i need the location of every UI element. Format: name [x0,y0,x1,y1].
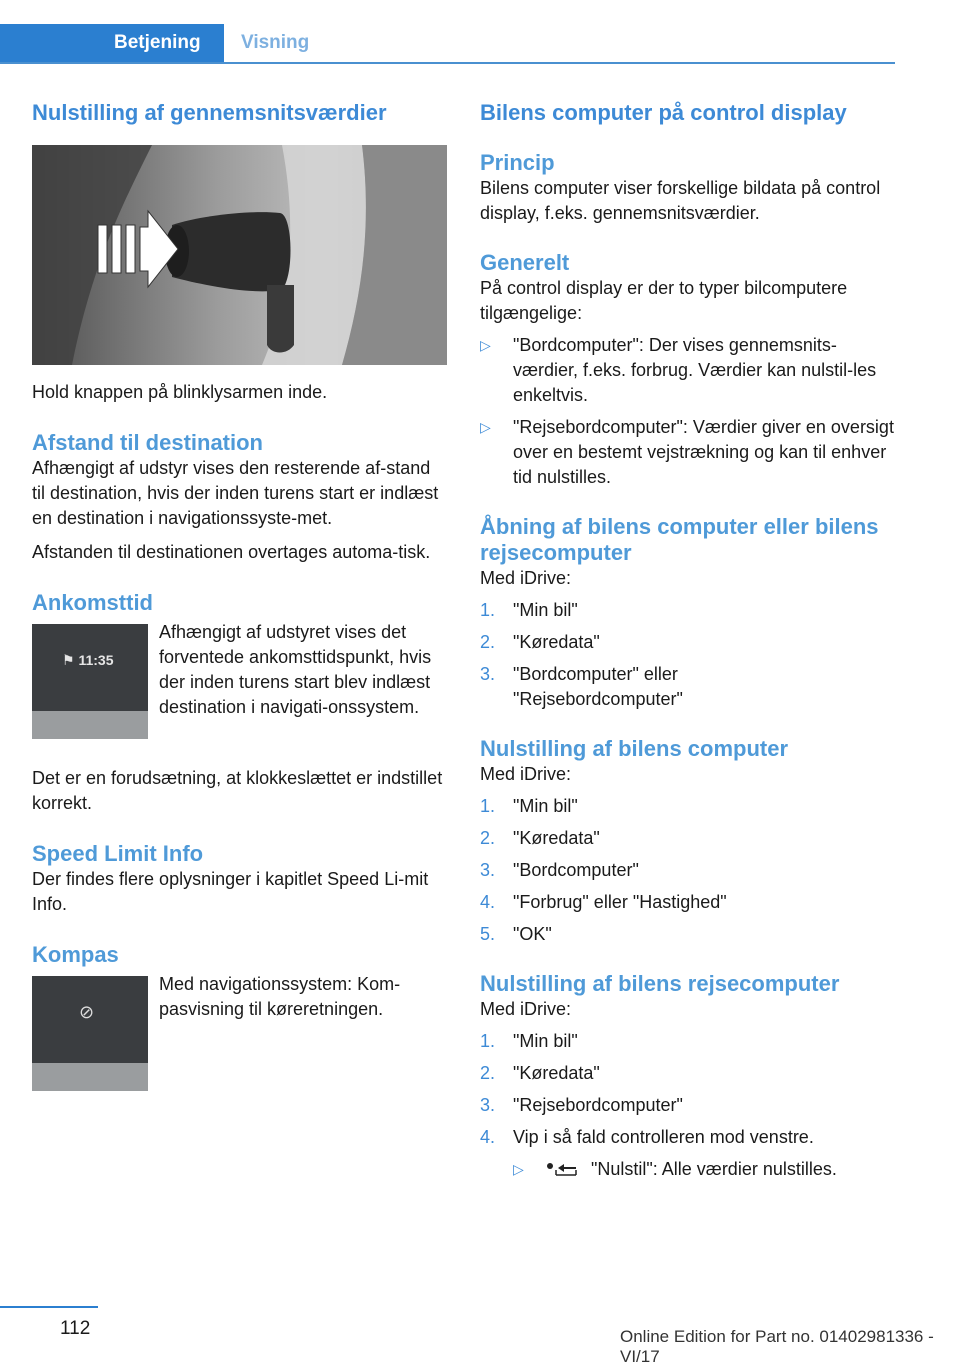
compass-text: Med navigationssystem: Kom-pasvisning til køreretningen. [159,974,401,1019]
reset-computer-steps [480,794,895,947]
compass-block [32,972,447,1097]
compass-display-thumb [32,976,148,1091]
triangle-bullet-icon: ▷ [513,1161,524,1177]
tab-betjening[interactable]: Betjening [0,24,224,62]
page-number: 112 [60,1318,91,1339]
stalk-button-figure [32,145,447,365]
principle-text: Bilens computer viser forskellige bildata på control display, f.eks. gennemsnitsværdier. [480,178,881,223]
arrival-block [32,620,447,772]
open-intro: Med iDrive: [480,568,572,588]
general-text: På control display er der to typer bilcomputere tilgængelige: [480,278,848,323]
list-item: 1. "Min bil" [480,796,578,816]
reset-trip-steps [480,1029,895,1150]
right-column [480,100,895,1182]
tab-visning[interactable]: Visning [241,32,310,53]
distance-text-2: Afstanden til destinationen overtages automa-tisk. [32,542,431,562]
list-item: 1. "Min bil" [480,1031,578,1051]
list-item: ▷ "Bordcomputer": Der vises gennemsnits-værdier, f.eks. forbrug. Værdier kan nulstil-les enkeltvis. [480,335,877,405]
list-item: 5. "OK" [480,924,552,944]
stalk-caption: Hold knappen på blinklysarmen inde. [32,382,328,402]
section-title-speed-limit: Speed Limit Info [32,841,204,866]
section-title-principle: Princip [480,150,555,175]
list-item: 4. Vip i så fald controlleren mod venstre. [480,1127,814,1147]
section-title-general: Generelt [480,250,570,275]
reset-computer-intro: Med iDrive: [480,764,572,784]
list-item: 3. "Rejsebordcomputer" [480,1095,683,1115]
computer-types-list [480,333,895,490]
compass-icon: ⊘ [79,1002,95,1022]
list-item: 2. "Køredata" [480,1063,600,1083]
list-item: 2. "Køredata" [480,828,600,848]
reset-trip-sub-item [480,1157,895,1182]
section-title-distance: Afstand til destination [32,430,263,455]
section-title-reset-averages: Nulstilling af gennemsnitsværdier [32,100,387,125]
list-item: 4. "Forbrug" eller "Hastighed" [480,892,727,912]
controller-tilt-left-icon [546,1162,578,1176]
section-title-arrival: Ankomsttid [32,590,153,615]
arrival-time: 11:35 [78,652,114,668]
triangle-bullet-icon: ▷ [480,337,491,353]
speed-limit-text: Der findes flere oplysninger i kapitlet Speed Li-mit Info. [32,869,429,914]
open-steps [480,598,895,712]
list-item: 3. "Bordcomputer" eller "Rejsebordcomputer" [480,664,683,709]
arrival-display-thumb [32,624,148,739]
list-item: 3. "Bordcomputer" [480,860,639,880]
distance-text: Afhængigt af udstyr vises den resterende af-stand til destination, hvis der inden turens start er indlæst en destination i navigationssyste-met. [32,458,439,528]
arrival-note: Det er en forudsætning, at klokkeslættet er indstillet korrekt. [32,768,443,813]
reset-trip-sub-text: "Nulstil": Alle værdier nulstilles. [591,1159,837,1179]
list-item: ▷ "Rejsebordcomputer": Værdier giver en oversigt over en bestemt vejstrækning og kan til enhver tid nulstilles. [480,417,894,487]
stalk-illustration [32,145,447,365]
list-item: 1. "Min bil" [480,600,578,620]
section-title-car-computer: Bilens computer på control display [480,100,847,125]
footer-edition: Online Edition for Part no. 01402981336 - VI/17 [620,1327,934,1366]
arrival-text: Afhængigt af udstyret vises det forventede ankomsttidspunkt, hvis der inden turens start blev indlæst destination i navigati-onssystem. [159,622,432,717]
section-title-open-computer: Åbning af bilens computer eller bilens rejsecomputer [480,514,879,565]
header-tabs [0,24,895,64]
reset-trip-intro: Med iDrive: [480,999,572,1019]
left-column [32,100,447,1097]
list-item: 2. "Køredata" [480,632,600,652]
section-title-reset-trip: Nulstilling af bilens rejsecomputer [480,971,840,996]
triangle-bullet-icon: ▷ [480,419,491,435]
flag-icon: ⚑ [62,652,75,668]
section-title-reset-computer: Nulstilling af bilens computer [480,736,789,761]
section-title-compass: Kompas [32,942,119,967]
page-number-rule [0,1306,98,1308]
